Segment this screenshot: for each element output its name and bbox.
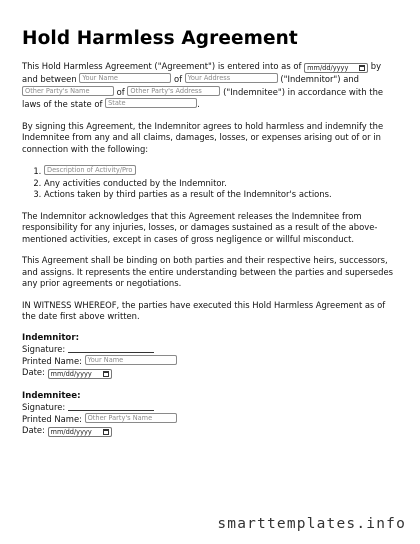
indemnitee-signature-label: Signature: (22, 401, 66, 412)
indemnitee-heading: Indemnitee: (22, 390, 81, 401)
list-item: 3. Actions taken by third parties as a result of the Indemnitor's actions. (44, 189, 398, 201)
calendar-icon (359, 65, 365, 71)
calendar-icon (103, 371, 109, 377)
indemnitee-signature-line[interactable] (68, 402, 154, 411)
indemnitee-signature-block (22, 391, 398, 437)
intro-paragraph (22, 61, 398, 111)
indemnify-paragraph: By signing this Agreement, the Indemnitor agrees to hold harmless and indemnify the Indemnitee from any and all claims, damages, losses, or expenses arising out of or in connection with the following: (22, 120, 384, 154)
release-paragraph: The Indemnitor acknowledges that this Agreement releases the Indemnitee from responsibility for any injuries, losses, or damages sustained as a result of the above-mentioned activities, except in cases of gross negligence or willful misconduct. (22, 210, 378, 244)
intro-text-1: This Hold Harmless Agreement ("Agreement") is entered into as of (22, 61, 302, 71)
activities-list (22, 165, 398, 201)
other-party-name-input[interactable]: Other Party's Name (22, 86, 114, 96)
intro-text-2: by and between (22, 61, 382, 84)
agreement-date-input[interactable] (304, 63, 368, 73)
indemnitor-heading: Indemnitor: (22, 332, 80, 343)
indemnitor-date-input[interactable] (48, 369, 112, 379)
witness-paragraph: IN WITNESS WHEREOF, the parties have executed this Hold Harmless Agreement as of the date first above written. (22, 299, 386, 321)
indemnitee-date-label: Date: (22, 424, 45, 435)
indemnitee-printed-name-input[interactable]: Other Party's Name (85, 413, 177, 423)
document-title: Hold Harmless Agreement (22, 28, 298, 49)
intro-text-6: ("Indemnitee") in accordance with the laws of the state of (22, 86, 384, 109)
agreement-date-value: mm/dd/yyyy (307, 64, 349, 72)
intro-text-7: . (197, 99, 200, 109)
your-address-input[interactable]: Your Address (185, 73, 278, 83)
indemnitor-signature-block (22, 333, 398, 379)
list-item: 2. Any activities conducted by the Indemnitor. (44, 178, 398, 190)
indemnitee-date-value: mm/dd/yyyy (50, 427, 92, 436)
intro-text-5: of (116, 86, 125, 97)
indemnitor-printed-name-label: Printed Name: (22, 355, 82, 366)
document-page (22, 28, 398, 449)
state-input[interactable]: State (105, 98, 197, 108)
indemnitor-signature-line[interactable] (68, 344, 154, 353)
site-watermark: smarttemplates.info (217, 516, 406, 532)
activity-description-input[interactable]: Description of Activity/Pro (44, 165, 136, 175)
indemnitee-printed-name-label: Printed Name: (22, 413, 82, 424)
intro-text-4: ("Indemnitor") and (280, 74, 359, 84)
binding-paragraph: This Agreement shall be binding on both parties and their respective heirs, successors, and assigns. It represents the entire understanding between the parties and supersedes any prior agreements or negotiations. (22, 255, 394, 288)
intro-text-3: of (173, 74, 183, 84)
other-party-address-input[interactable]: Other Party's Address (127, 86, 220, 96)
indemnitor-signature-label: Signature: (22, 343, 66, 354)
indemnitee-date-input[interactable] (48, 427, 112, 437)
calendar-icon (103, 429, 109, 435)
list-item (44, 165, 398, 178)
indemnitor-date-label: Date: (22, 366, 45, 377)
your-name-input[interactable]: Your Name (79, 73, 171, 83)
indemnitor-printed-name-input[interactable]: Your Name (85, 355, 177, 365)
indemnitor-date-value: mm/dd/yyyy (50, 369, 92, 378)
